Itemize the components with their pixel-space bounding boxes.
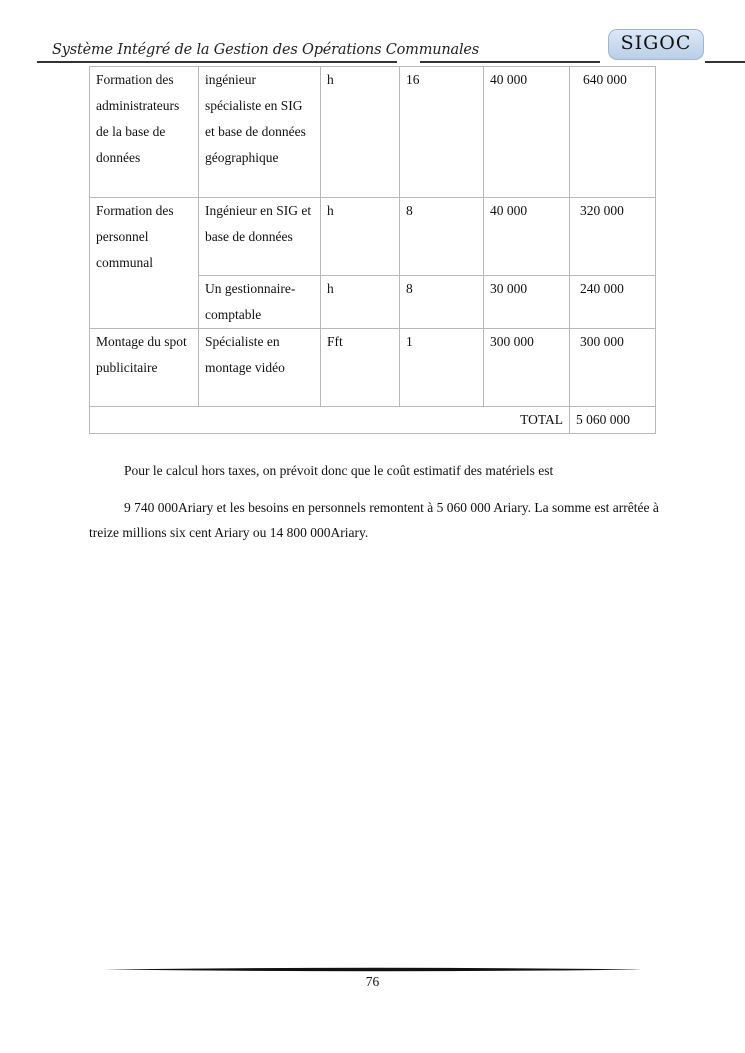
cell-profile: Spécialiste en montage vidéo <box>199 329 321 407</box>
cell-unit-price: 300 000 <box>484 329 570 407</box>
cell-quantity: 1 <box>400 329 484 407</box>
cell-quantity: 16 <box>400 67 484 198</box>
cell-profile: Un gestionnaire-comptable <box>199 276 321 329</box>
cell-unit: h <box>321 276 400 329</box>
table-row <box>90 67 656 198</box>
personnel-cost-table <box>89 66 656 434</box>
cell-profile: ingénieur spécialiste en SIG et base de données géographique <box>199 67 321 198</box>
cell-unit-price: 40 000 <box>484 67 570 198</box>
cell-quantity: 8 <box>400 198 484 276</box>
header-title: Système Intégré de la Gestion des Opérations Communales <box>52 42 480 58</box>
cell-unit: h <box>321 198 400 276</box>
sigoc-logo <box>608 29 704 60</box>
footer-rule <box>103 967 641 972</box>
header-rule <box>37 61 397 63</box>
cell-amount: 320 000 <box>570 198 656 276</box>
cell-profile: Ingénieur en SIG et base de données <box>199 198 321 276</box>
cell-amount: 640 000 <box>570 67 656 198</box>
logo-text: SIGOC <box>620 32 692 54</box>
cell-activity: Montage du spot publicitaire <box>90 329 199 407</box>
cell-activity: Formation des personnel communal <box>90 198 199 329</box>
paragraph-summary: 9 740 000Ariary et les besoins en personnels remontent à 5 060 000 Ariary. La somme est arrêtée à treize millions six cent Ariary ou 14 800 000Ariary. <box>89 500 659 540</box>
table-row <box>90 329 656 407</box>
paragraph-intro: Pour le calcul hors taxes, on prévoit donc que le coût estimatif des matériels est <box>124 463 554 478</box>
header-rule-edge <box>705 61 745 63</box>
total-label: TOTAL <box>90 407 570 434</box>
page-number: 76 <box>365 974 380 989</box>
table-row <box>90 198 656 276</box>
cell-quantity: 8 <box>400 276 484 329</box>
header-rule-right <box>420 61 600 63</box>
cell-amount: 240 000 <box>570 276 656 329</box>
cell-activity: Formation des administrateurs de la base de données <box>90 67 199 198</box>
cell-amount: 300 000 <box>570 329 656 407</box>
cell-unit-price: 40 000 <box>484 198 570 276</box>
cell-unit-price: 30 000 <box>484 276 570 329</box>
table-total-row <box>90 407 656 434</box>
cell-unit: Fft <box>321 329 400 407</box>
cell-unit: h <box>321 67 400 198</box>
total-value: 5 060 000 <box>570 407 656 434</box>
